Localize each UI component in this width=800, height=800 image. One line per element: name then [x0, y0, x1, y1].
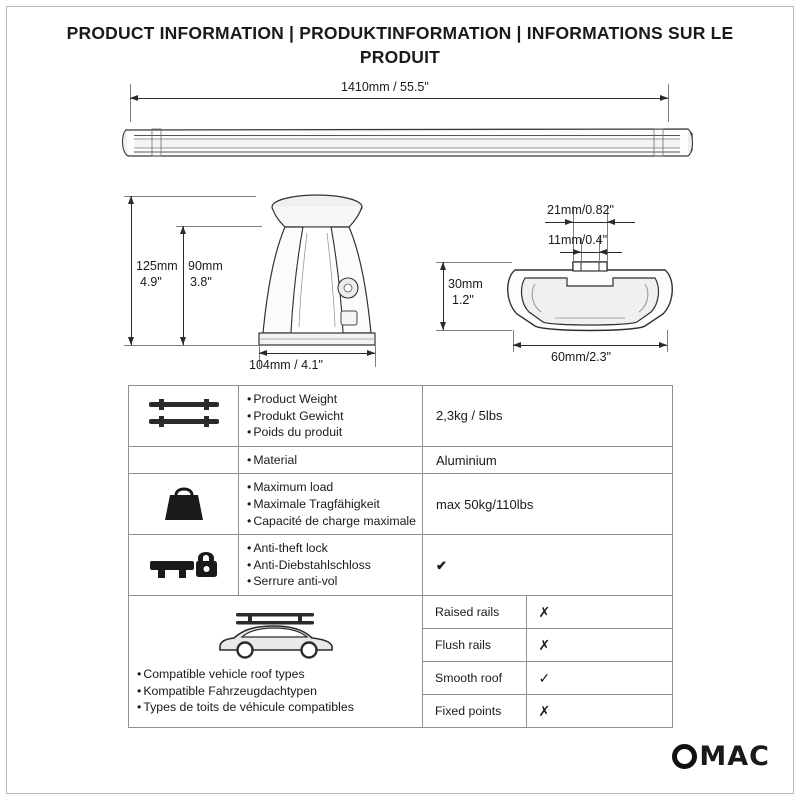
label-line: • Types de toits de véhicule compatibles — [137, 699, 414, 716]
label-line: • Capacité de charge maximale — [247, 513, 416, 530]
roof-type-row — [423, 694, 672, 727]
ext-60-right — [667, 330, 668, 352]
roof-types-table — [423, 596, 672, 727]
material-labels — [239, 446, 423, 474]
roof-type-name: Smooth roof — [423, 661, 526, 694]
roof-type-mark: ✗ — [526, 694, 672, 727]
roof-type-name: Flush rails — [423, 628, 526, 661]
label-line: • Material — [247, 452, 416, 469]
height-inner-label: 90mm — [188, 259, 223, 273]
arrow-11-in-right — [599, 249, 607, 255]
label-line: • Compatible vehicle roof types — [137, 666, 414, 683]
dim-line — [130, 98, 668, 99]
ext-104-right — [375, 345, 376, 367]
ext-60-left — [513, 330, 514, 352]
spec-table — [128, 385, 673, 728]
ext-30-bottom — [436, 330, 512, 331]
dim-30 — [443, 262, 444, 330]
roof-type-mark: ✗ — [526, 628, 672, 661]
foot-width-label: 104mm / 4.1" — [249, 358, 323, 372]
roof-type-row — [423, 661, 672, 694]
table-row — [129, 446, 673, 474]
dim-60 — [513, 345, 667, 346]
arrow-60-right — [659, 342, 667, 348]
roof-type-row — [423, 596, 672, 629]
label-line: • Anti-Diebstahlschloss — [247, 557, 416, 574]
weight-icon-svg — [161, 482, 207, 524]
dim-104 — [259, 353, 375, 354]
brand-name: MAC — [699, 741, 770, 772]
arrow-90-down — [180, 337, 186, 345]
profile-height-label: 30mm — [448, 277, 483, 291]
label-line: • Serrure anti-vol — [247, 573, 416, 590]
arrow-30-up — [440, 262, 446, 270]
roof-type-mark: ✗ — [526, 596, 672, 629]
car-with-rack-icon-svg — [212, 607, 340, 659]
arrow-21-in-left — [565, 219, 573, 225]
height-total-label: 125mm — [136, 259, 178, 273]
material-value: Aluminium — [423, 446, 673, 474]
lock-value: ✔ — [423, 535, 673, 596]
crossbars-icon — [129, 386, 239, 447]
ext-90-bottom — [176, 345, 262, 346]
material-icon-empty — [129, 446, 239, 474]
profile-height-inch-label: 1.2" — [452, 293, 474, 307]
table-row — [129, 535, 673, 596]
bar-length-label: 1410mm / 55.5" — [341, 80, 429, 94]
page-title: PRODUCT INFORMATION | PRODUKTINFORMATION | INFORMATIONS SUR LE PRODUIT — [66, 23, 734, 67]
label-line: • Poids du produit — [247, 424, 416, 441]
label-line: • Product Weight — [247, 391, 416, 408]
lock-icon — [129, 535, 239, 596]
arrow-11-in-left — [573, 249, 581, 255]
roof-type-name: Fixed points — [435, 703, 502, 718]
label-line: • Anti-theft lock — [247, 540, 416, 557]
car-with-rack-icon — [137, 607, 414, 662]
ext-30-top — [436, 262, 512, 263]
weight-icon — [129, 474, 239, 535]
arrow-90-up — [180, 226, 186, 234]
dim-90 — [183, 226, 184, 345]
label-line: • Kompatible Fahrzeugdachtypen — [137, 683, 414, 700]
ext-125-top — [124, 196, 256, 197]
brand-logo — [672, 741, 770, 772]
label-line: • Maximum load — [247, 479, 416, 496]
dim-125 — [131, 196, 132, 345]
arrow-104-left — [259, 350, 267, 356]
table-row-roof-types — [129, 595, 673, 727]
roof-types-list — [423, 595, 673, 727]
table-row — [129, 474, 673, 535]
maxload-value: max 50kg/110lbs — [423, 474, 673, 535]
height-total-inch-label: 4.9" — [140, 275, 162, 289]
weight-labels — [239, 386, 423, 447]
roof-type-row — [423, 628, 672, 661]
maxload-labels — [239, 474, 423, 535]
slot-inner-label: 11mm/0.4" — [548, 233, 608, 247]
brand-o-icon — [672, 744, 697, 769]
lock-icon-svg — [146, 546, 222, 582]
arrow-right — [660, 95, 668, 101]
foot-front-view — [245, 193, 425, 358]
slot-outer-label: 21mm/0.82" — [547, 203, 614, 217]
ext-90-top — [176, 226, 262, 227]
arrow-left — [130, 95, 138, 101]
arrow-125-up — [128, 196, 134, 204]
table-row — [129, 386, 673, 447]
height-inner-inch-label: 3.8" — [190, 275, 212, 289]
arrow-125-down — [128, 337, 134, 345]
weight-value: 2,3kg / 5lbs — [423, 386, 673, 447]
bar-cross-section — [495, 248, 685, 353]
dim-11 — [560, 252, 622, 253]
roof-bar-top-view — [118, 112, 698, 172]
arrow-60-left — [513, 342, 521, 348]
arrow-21-in-right — [607, 219, 615, 225]
arrow-104-right — [367, 350, 375, 356]
profile-width-label: 60mm/2.3" — [551, 350, 612, 364]
roof-types-description — [129, 595, 423, 727]
roof-type-mark: ✓ — [526, 661, 672, 694]
arrow-30-down — [440, 322, 446, 330]
label-line: • Maximale Tragfähigkeit — [247, 496, 416, 513]
crossbars-icon-svg — [145, 395, 223, 433]
dim-21 — [545, 222, 635, 223]
lock-labels — [239, 535, 423, 596]
label-line: • Produkt Gewicht — [247, 408, 416, 425]
roof-type-name: Raised rails — [423, 596, 526, 629]
